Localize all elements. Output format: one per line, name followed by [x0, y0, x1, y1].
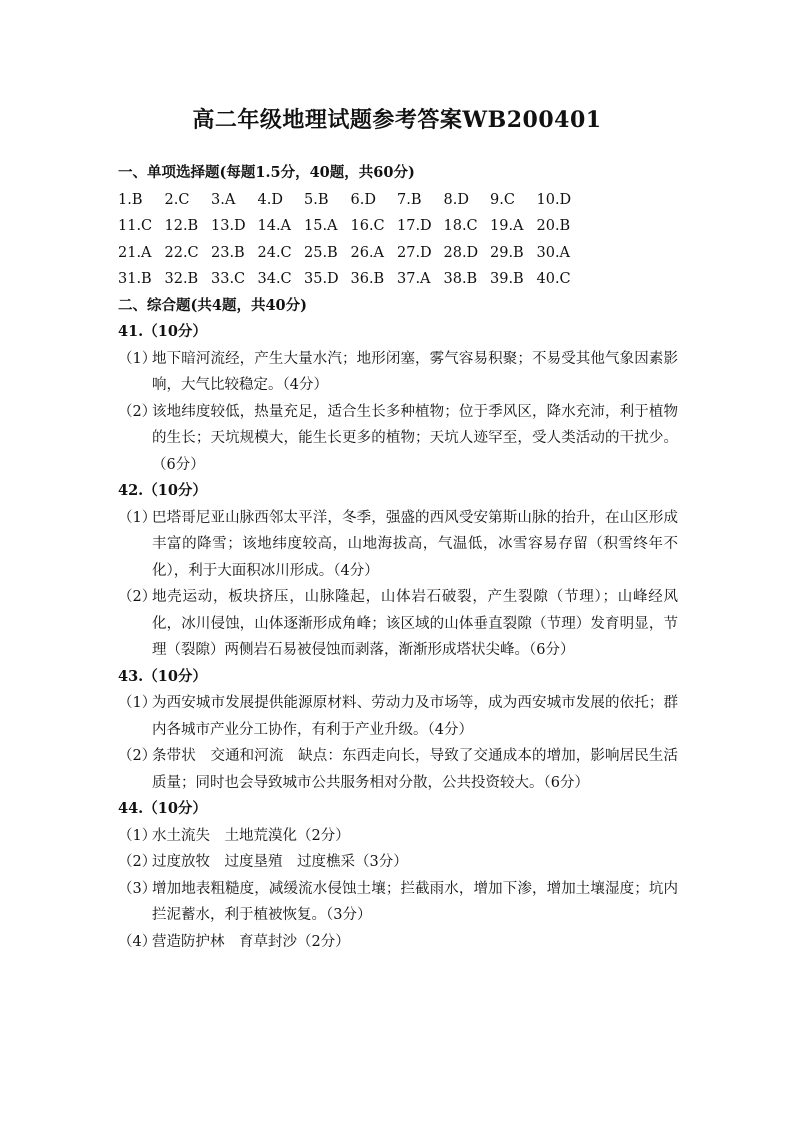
choice-answer: 37.A: [397, 271, 431, 287]
choice-answer: 25.B: [304, 244, 338, 261]
choice-answer: 29.B: [490, 244, 524, 261]
choice-answer: 2.C: [164, 191, 190, 208]
answer-item: [118, 876, 678, 929]
choice-answer: 1.B: [118, 191, 143, 208]
answer-number: （2）: [118, 589, 157, 605]
comprehensive-questions: [118, 319, 678, 955]
answer-number: （4）: [118, 933, 157, 950]
choice-answer: 28.D: [443, 244, 479, 261]
choice-answer: 31.B: [118, 271, 152, 287]
answer-item: [118, 346, 678, 399]
answer-text: 条带状 交通和河流 缺点：东西走向长，导致了交通成本的增加，影响居民生活质量；同时也会导致城市公共服务相对分散，公共投资较大。（6分）: [152, 748, 678, 791]
answer-number: （1）: [118, 509, 157, 526]
choice-answer: 23.B: [211, 244, 245, 261]
choice-answer: 26.A: [350, 244, 385, 261]
choice-answer: 21.A: [118, 244, 152, 261]
choice-answer: 24.C: [257, 244, 292, 261]
answer-item: [118, 743, 678, 796]
choice-answer: 19.A: [490, 218, 524, 234]
answer-text: 该地纬度较低，热量充足，适合生长多种植物；位于季风区，降水充沛，利于植物的生长；天坑规模大，能生长更多的植物；天坑人迹罕至，受人类活动的干扰少。（6分）: [152, 403, 678, 473]
choice-answer: 18.C: [443, 218, 478, 234]
choice-answer: 14.A: [257, 218, 292, 234]
answer-item: [118, 584, 678, 664]
answer-text: 地壳运动，板块挤压，山脉隆起，山体岩石破裂，产生裂隙（节理）；山峰经风化，冰川侵蚀，山体逐渐形成角峰；该区域的山体垂直裂隙（节理）发育明显，节理（裂隙）两侧岩石易被侵蚀而剥落，渐渐形成塔状尖峰。（6分）: [152, 589, 678, 658]
choice-answer: 17.D: [397, 218, 432, 234]
choice-answer-row: [118, 240, 678, 267]
answer-item: [118, 849, 678, 876]
choice-answer: 3.A: [211, 191, 236, 208]
choice-answer: 10.D: [536, 191, 572, 208]
choice-answer: 27.D: [397, 244, 432, 261]
choice-answer: 8.D: [443, 191, 469, 208]
answer-item: [118, 399, 678, 479]
answer-item: [118, 505, 678, 585]
choice-answer: 15.A: [304, 218, 338, 234]
answer-item: [118, 929, 678, 956]
question-block: [118, 319, 678, 478]
answer-number: （2）: [118, 748, 157, 764]
choice-answer: 7.B: [397, 191, 422, 208]
question-heading: 43.（10分）: [118, 667, 207, 685]
choice-answer: 38.B: [443, 271, 478, 287]
choice-answer: 35.D: [304, 271, 339, 287]
question-block: [118, 664, 678, 797]
question-heading: 42.（10分）: [118, 482, 207, 499]
choice-answer: 11.C: [118, 218, 153, 234]
answer-text: 地下暗河流经，产生大量水汽；地形闭塞，雾气容易积聚；不易受其他气象因素影响，大气比较稳定。（4分）: [152, 350, 678, 393]
choice-answer: 20.B: [536, 218, 571, 234]
choice-answer-row: [118, 187, 678, 214]
answer-item: [118, 690, 678, 743]
answer-text: 营造防护林 育草封沙（2分）: [152, 933, 350, 950]
answer-text: 为西安城市发展提供能源原材料、劳动力及市场等，成为西安城市发展的依托；群内各城市产业分工协作，有利于产业升级。（4分）: [152, 695, 678, 738]
answer-number: （3）: [118, 880, 157, 897]
answer-number: （1）: [118, 827, 157, 844]
choice-answer: 13.D: [211, 218, 246, 234]
choice-answer: 4.D: [257, 191, 283, 208]
choice-answer: 16.C: [350, 218, 385, 234]
choice-answer: 32.B: [164, 271, 199, 287]
choice-answer: 40.C: [536, 271, 571, 287]
choice-answer-grid: [118, 187, 678, 293]
answer-text: 增加地表粗糙度，减缓流水侵蚀土壤；拦截雨水，增加下渗，增加土壤湿度；坑内拦泥蓄水，利于植被恢复。（3分）: [152, 880, 678, 923]
choice-answer: 39.B: [490, 271, 524, 287]
choice-answer: 34.C: [257, 271, 292, 287]
answer-number: （2）: [118, 403, 157, 420]
choice-answer-row: [118, 266, 678, 293]
answer-text: 巴塔哥尼亚山脉西邻太平洋，冬季，强盛的西风受安第斯山脉的抬升，在山区形成丰富的降雪；该地纬度较高，山地海拔高，气温低，冰雪容易存留（积雪终年不化），利于大面积冰川形成。（4分）: [152, 509, 678, 579]
section-heading-comprehensive: 二、综合题(共4题，共40分): [118, 296, 307, 314]
choice-answer-row: [118, 213, 678, 240]
choice-answer: 6.D: [350, 191, 376, 208]
question-heading: 41.（10分）: [118, 323, 207, 340]
answer-item: [118, 823, 678, 850]
section-heading-choice: 一、单项选择题(每题1.5分，40题，共60分): [118, 164, 415, 181]
answer-text: 水土流失 土地荒漠化（2分）: [152, 827, 350, 844]
choice-answer: 30.A: [536, 244, 571, 261]
choice-answer: 12.B: [164, 218, 199, 234]
choice-answer: 9.C: [490, 191, 515, 208]
choice-answer: 22.C: [164, 244, 199, 261]
page-title: 高二年级地理试题参考答案WB200401: [192, 107, 602, 133]
question-block: [118, 796, 678, 955]
choice-answer: 33.C: [211, 271, 246, 287]
choice-answer: 36.B: [350, 271, 385, 287]
answer-text: 过度放牧 过度垦殖 过度樵采（3分）: [152, 854, 408, 870]
answer-content: [118, 160, 678, 955]
answer-number: （1）: [118, 695, 157, 711]
question-block: [118, 478, 678, 664]
answer-number: （1）: [118, 350, 157, 367]
answer-number: （2）: [118, 854, 157, 870]
choice-answer: 5.B: [304, 191, 329, 208]
question-heading: 44.（10分）: [118, 800, 207, 817]
